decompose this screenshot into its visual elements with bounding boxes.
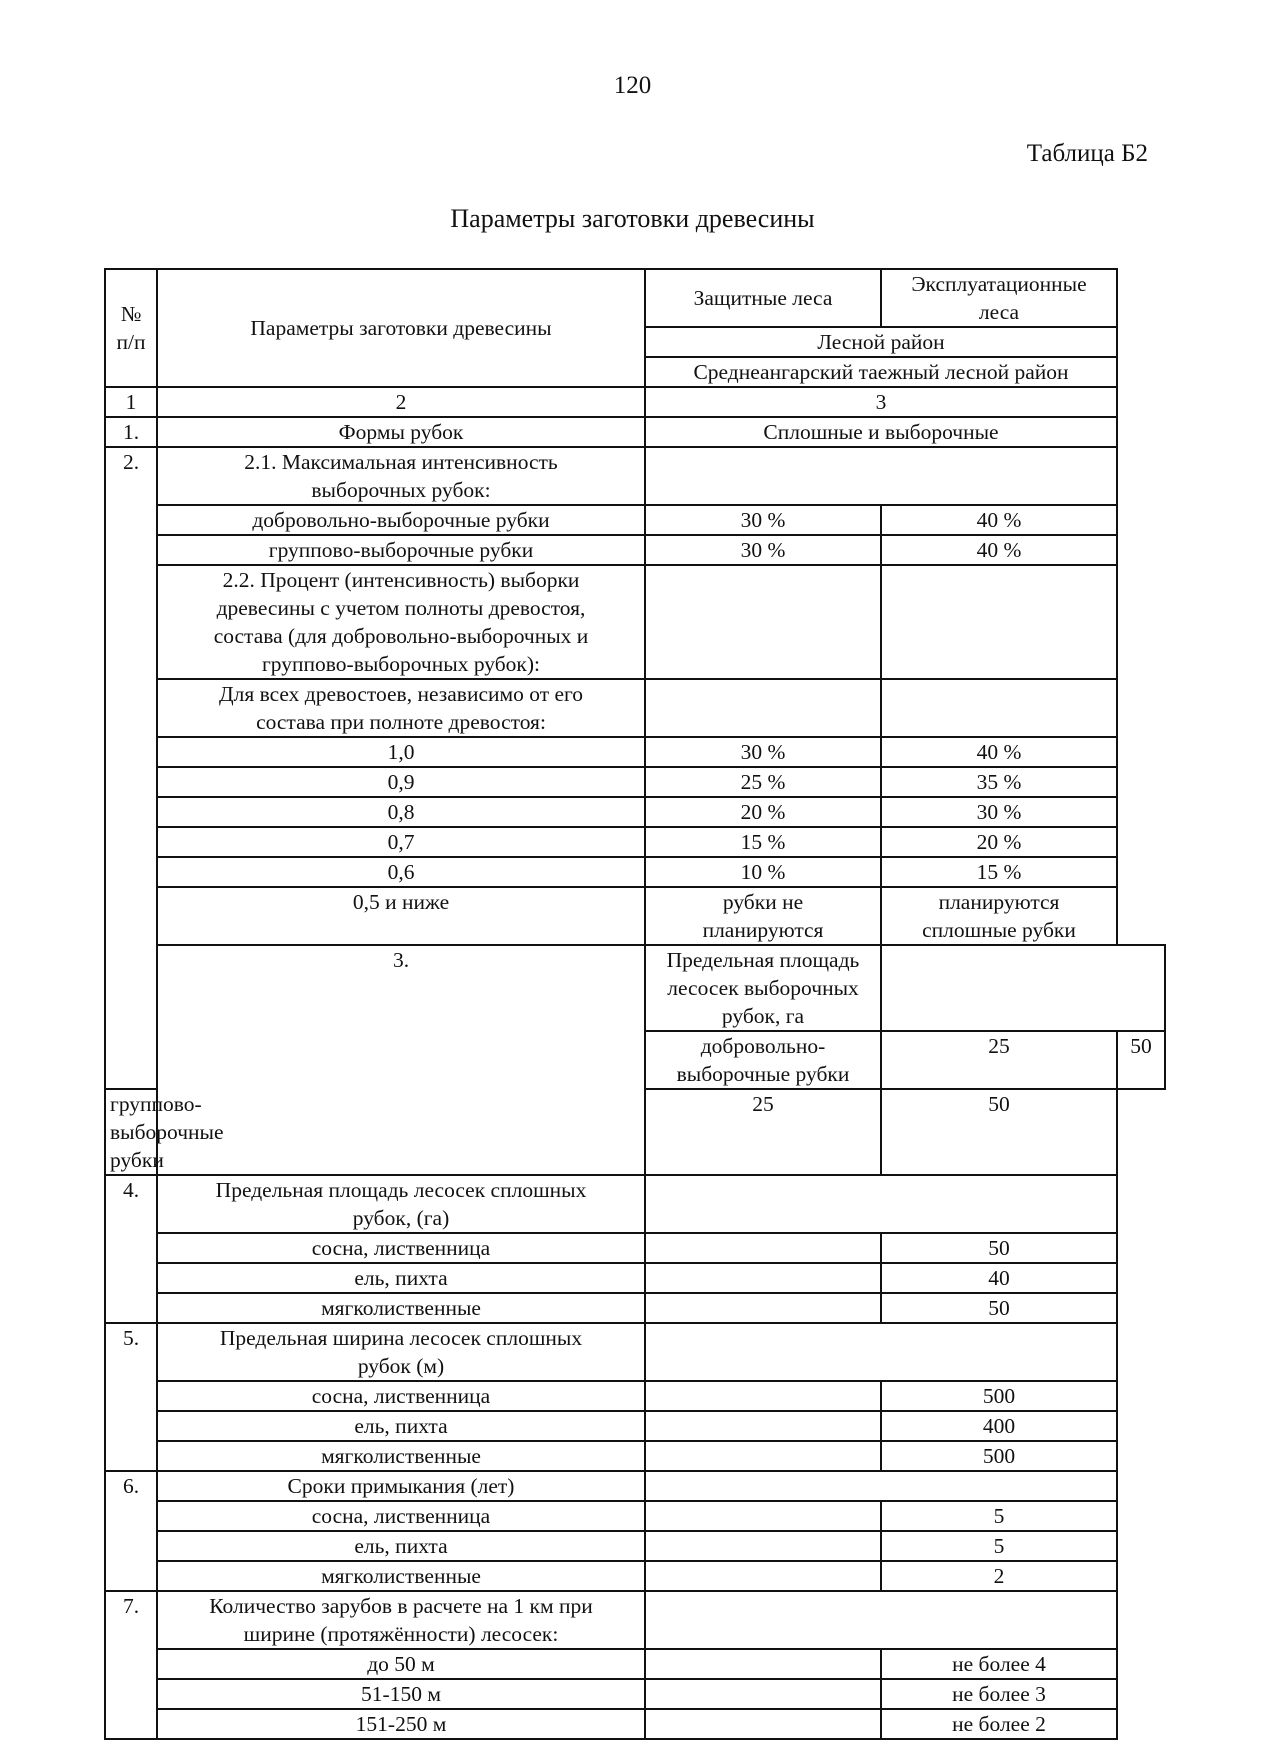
table-row (105, 1531, 1165, 1561)
exploitation-value: 20 % (881, 827, 1117, 857)
empty-cell (645, 1293, 881, 1323)
protective-value: 25 (645, 1089, 881, 1175)
header-num: № п/п (105, 269, 157, 387)
protective-value: 30 % (645, 737, 881, 767)
table-row (105, 1381, 1165, 1411)
protective-value: 20 % (645, 797, 881, 827)
table-row (105, 797, 1165, 827)
exploitation-value: 30 % (881, 797, 1117, 827)
species-label: ель, пихта (157, 1263, 645, 1293)
table-row (105, 887, 1165, 945)
exploitation-value: 50 (881, 1233, 1117, 1263)
density-label: 0,7 (157, 827, 645, 857)
exploitation-value: 500 (881, 1441, 1117, 1471)
exploitation-value: не более 2 (881, 1709, 1117, 1739)
row-num: 6. (105, 1471, 157, 1591)
width-label: до 50 м (157, 1649, 645, 1679)
row-num: 2. (105, 447, 157, 1089)
row-num: 7. (105, 1591, 157, 1739)
exploitation-value: планируются сплошные рубки (881, 887, 1117, 945)
section-title: Предельная площадь лесосек сплошных рубок, (га) (157, 1175, 645, 1233)
width-label: 151-250 м (157, 1709, 645, 1739)
row-num: 4. (105, 1175, 157, 1323)
width-label: 51-150 м (157, 1679, 645, 1709)
empty-cell (881, 565, 1117, 679)
row-label: добровольно-выборочные рубки (157, 505, 645, 535)
table-row (105, 1233, 1165, 1263)
row-num: 5. (105, 1323, 157, 1471)
species-label: ель, пихта (157, 1411, 645, 1441)
species-label: сосна, лиственница (157, 1381, 645, 1411)
table-row (105, 1709, 1165, 1739)
empty-cell (645, 565, 881, 679)
empty-cell (645, 679, 881, 737)
protective-value: 25 (881, 1031, 1117, 1089)
table-row (105, 505, 1165, 535)
exploitation-value: 50 (881, 1293, 1117, 1323)
section-title: Количество зарубов в расчете на 1 км при ширине (протяжённости) лесосек: (157, 1591, 645, 1649)
header-protective: Защитные леса (645, 269, 881, 327)
row-label: Формы рубок (157, 417, 645, 447)
protective-value: 25 % (645, 767, 881, 797)
empty-cell (645, 1591, 1117, 1649)
column-number-row (105, 387, 1165, 417)
row-label: группово-выборочные рубки (157, 535, 645, 565)
empty-cell (645, 1709, 881, 1739)
section-title: Предельная ширина лесосек сплошных рубок (м) (157, 1323, 645, 1381)
empty-cell (645, 1381, 881, 1411)
density-label: 0,5 и ниже (157, 887, 645, 945)
row-label: добровольно-выборочные рубки (645, 1031, 881, 1089)
exploitation-value: не более 3 (881, 1679, 1117, 1709)
table-row (105, 1501, 1165, 1531)
exploitation-value: 50 (881, 1089, 1117, 1175)
empty-cell (881, 679, 1117, 737)
exploitation-value: 40 % (881, 737, 1117, 767)
table-row (105, 945, 1165, 1031)
empty-cell (645, 1471, 1117, 1501)
table-row (105, 737, 1165, 767)
row-label: Для всех древостоев, независимо от его состава при полноте древостоя: (157, 679, 645, 737)
table-row (105, 1175, 1165, 1233)
exploitation-value: 50 (1117, 1031, 1165, 1089)
header-region: Лесной район (645, 327, 1117, 357)
protective-value: 30 % (645, 535, 881, 565)
table-row (105, 1293, 1165, 1323)
timber-harvesting-parameters-table (104, 268, 1166, 1740)
empty-cell (645, 1501, 881, 1531)
row-value: Сплошные и выборочные (645, 417, 1117, 447)
protective-value: 10 % (645, 857, 881, 887)
colnum-1: 1 (105, 387, 157, 417)
empty-cell (645, 1411, 881, 1441)
table-row (105, 679, 1165, 737)
empty-cell (645, 1263, 881, 1293)
table-row (105, 447, 1165, 505)
section-title: Сроки примыкания (лет) (157, 1471, 645, 1501)
exploitation-value: 5 (881, 1501, 1117, 1531)
table-row (105, 535, 1165, 565)
table-row (105, 1561, 1165, 1591)
empty-cell (645, 1441, 881, 1471)
protective-value: 15 % (645, 827, 881, 857)
table-row (105, 1591, 1165, 1649)
row-label: группово-выборочные рубки (105, 1089, 157, 1175)
header-subregion: Среднеангарский таежный лесной район (645, 357, 1117, 387)
exploitation-value: 40 % (881, 505, 1117, 535)
exploitation-value: 400 (881, 1411, 1117, 1441)
density-label: 0,8 (157, 797, 645, 827)
empty-cell (645, 1323, 1117, 1381)
empty-cell (645, 1233, 881, 1263)
density-label: 0,6 (157, 857, 645, 887)
table-row (105, 1441, 1165, 1471)
protective-value: рубки не планируются (645, 887, 881, 945)
species-label: мягколиственные (157, 1441, 645, 1471)
empty-cell (645, 1649, 881, 1679)
exploitation-value: 15 % (881, 857, 1117, 887)
table-row (105, 1411, 1165, 1441)
section-title: 2.2. Процент (интенсивность) выборки древесины с учетом полноты древостоя, состава (для добровольно-выборочных и группово-выборочных рубок): (157, 565, 645, 679)
table-row (105, 1471, 1165, 1501)
header-param: Параметры заготовки древесины (157, 269, 645, 387)
table-row (105, 1649, 1165, 1679)
table-row (105, 1679, 1165, 1709)
header-exploitation: Эксплуатационные леса (881, 269, 1117, 327)
table-row (105, 417, 1165, 447)
exploitation-value: 40 (881, 1263, 1117, 1293)
density-label: 1,0 (157, 737, 645, 767)
table-row (105, 1263, 1165, 1293)
row-num: 3. (157, 945, 645, 1175)
exploitation-value: не более 4 (881, 1649, 1117, 1679)
section-title: Предельная площадь лесосек выборочных рубок, га (645, 945, 881, 1031)
table-id: Таблица Б2 (1026, 140, 1148, 167)
table-row (105, 767, 1165, 797)
exploitation-value: 5 (881, 1531, 1117, 1561)
row-num: 1. (105, 417, 157, 447)
empty-cell (645, 1531, 881, 1561)
species-label: мягколиственные (157, 1293, 645, 1323)
protective-value: 30 % (645, 505, 881, 535)
section-title: 2.1. Максимальная интенсивность выборочных рубок: (157, 447, 645, 505)
table-row (105, 827, 1165, 857)
colnum-2: 2 (157, 387, 645, 417)
empty-cell (881, 945, 1165, 1031)
density-label: 0,9 (157, 767, 645, 797)
empty-cell (645, 1175, 1117, 1233)
exploitation-value: 35 % (881, 767, 1117, 797)
species-label: сосна, лиственница (157, 1501, 645, 1531)
exploitation-value: 500 (881, 1381, 1117, 1411)
page-number: 120 (613, 72, 652, 99)
colnum-3: 3 (645, 387, 1117, 417)
empty-cell (645, 1679, 881, 1709)
table-row (105, 857, 1165, 887)
species-label: сосна, лиственница (157, 1233, 645, 1263)
empty-cell (645, 447, 1117, 505)
header-row (105, 269, 1165, 327)
table-row (105, 565, 1165, 679)
species-label: ель, пихта (157, 1531, 645, 1561)
document-title: Параметры заготовки древесины (450, 204, 815, 233)
exploitation-value: 40 % (881, 535, 1117, 565)
table-row (105, 1323, 1165, 1381)
empty-cell (645, 1561, 881, 1591)
exploitation-value: 2 (881, 1561, 1117, 1591)
species-label: мягколиственные (157, 1561, 645, 1591)
